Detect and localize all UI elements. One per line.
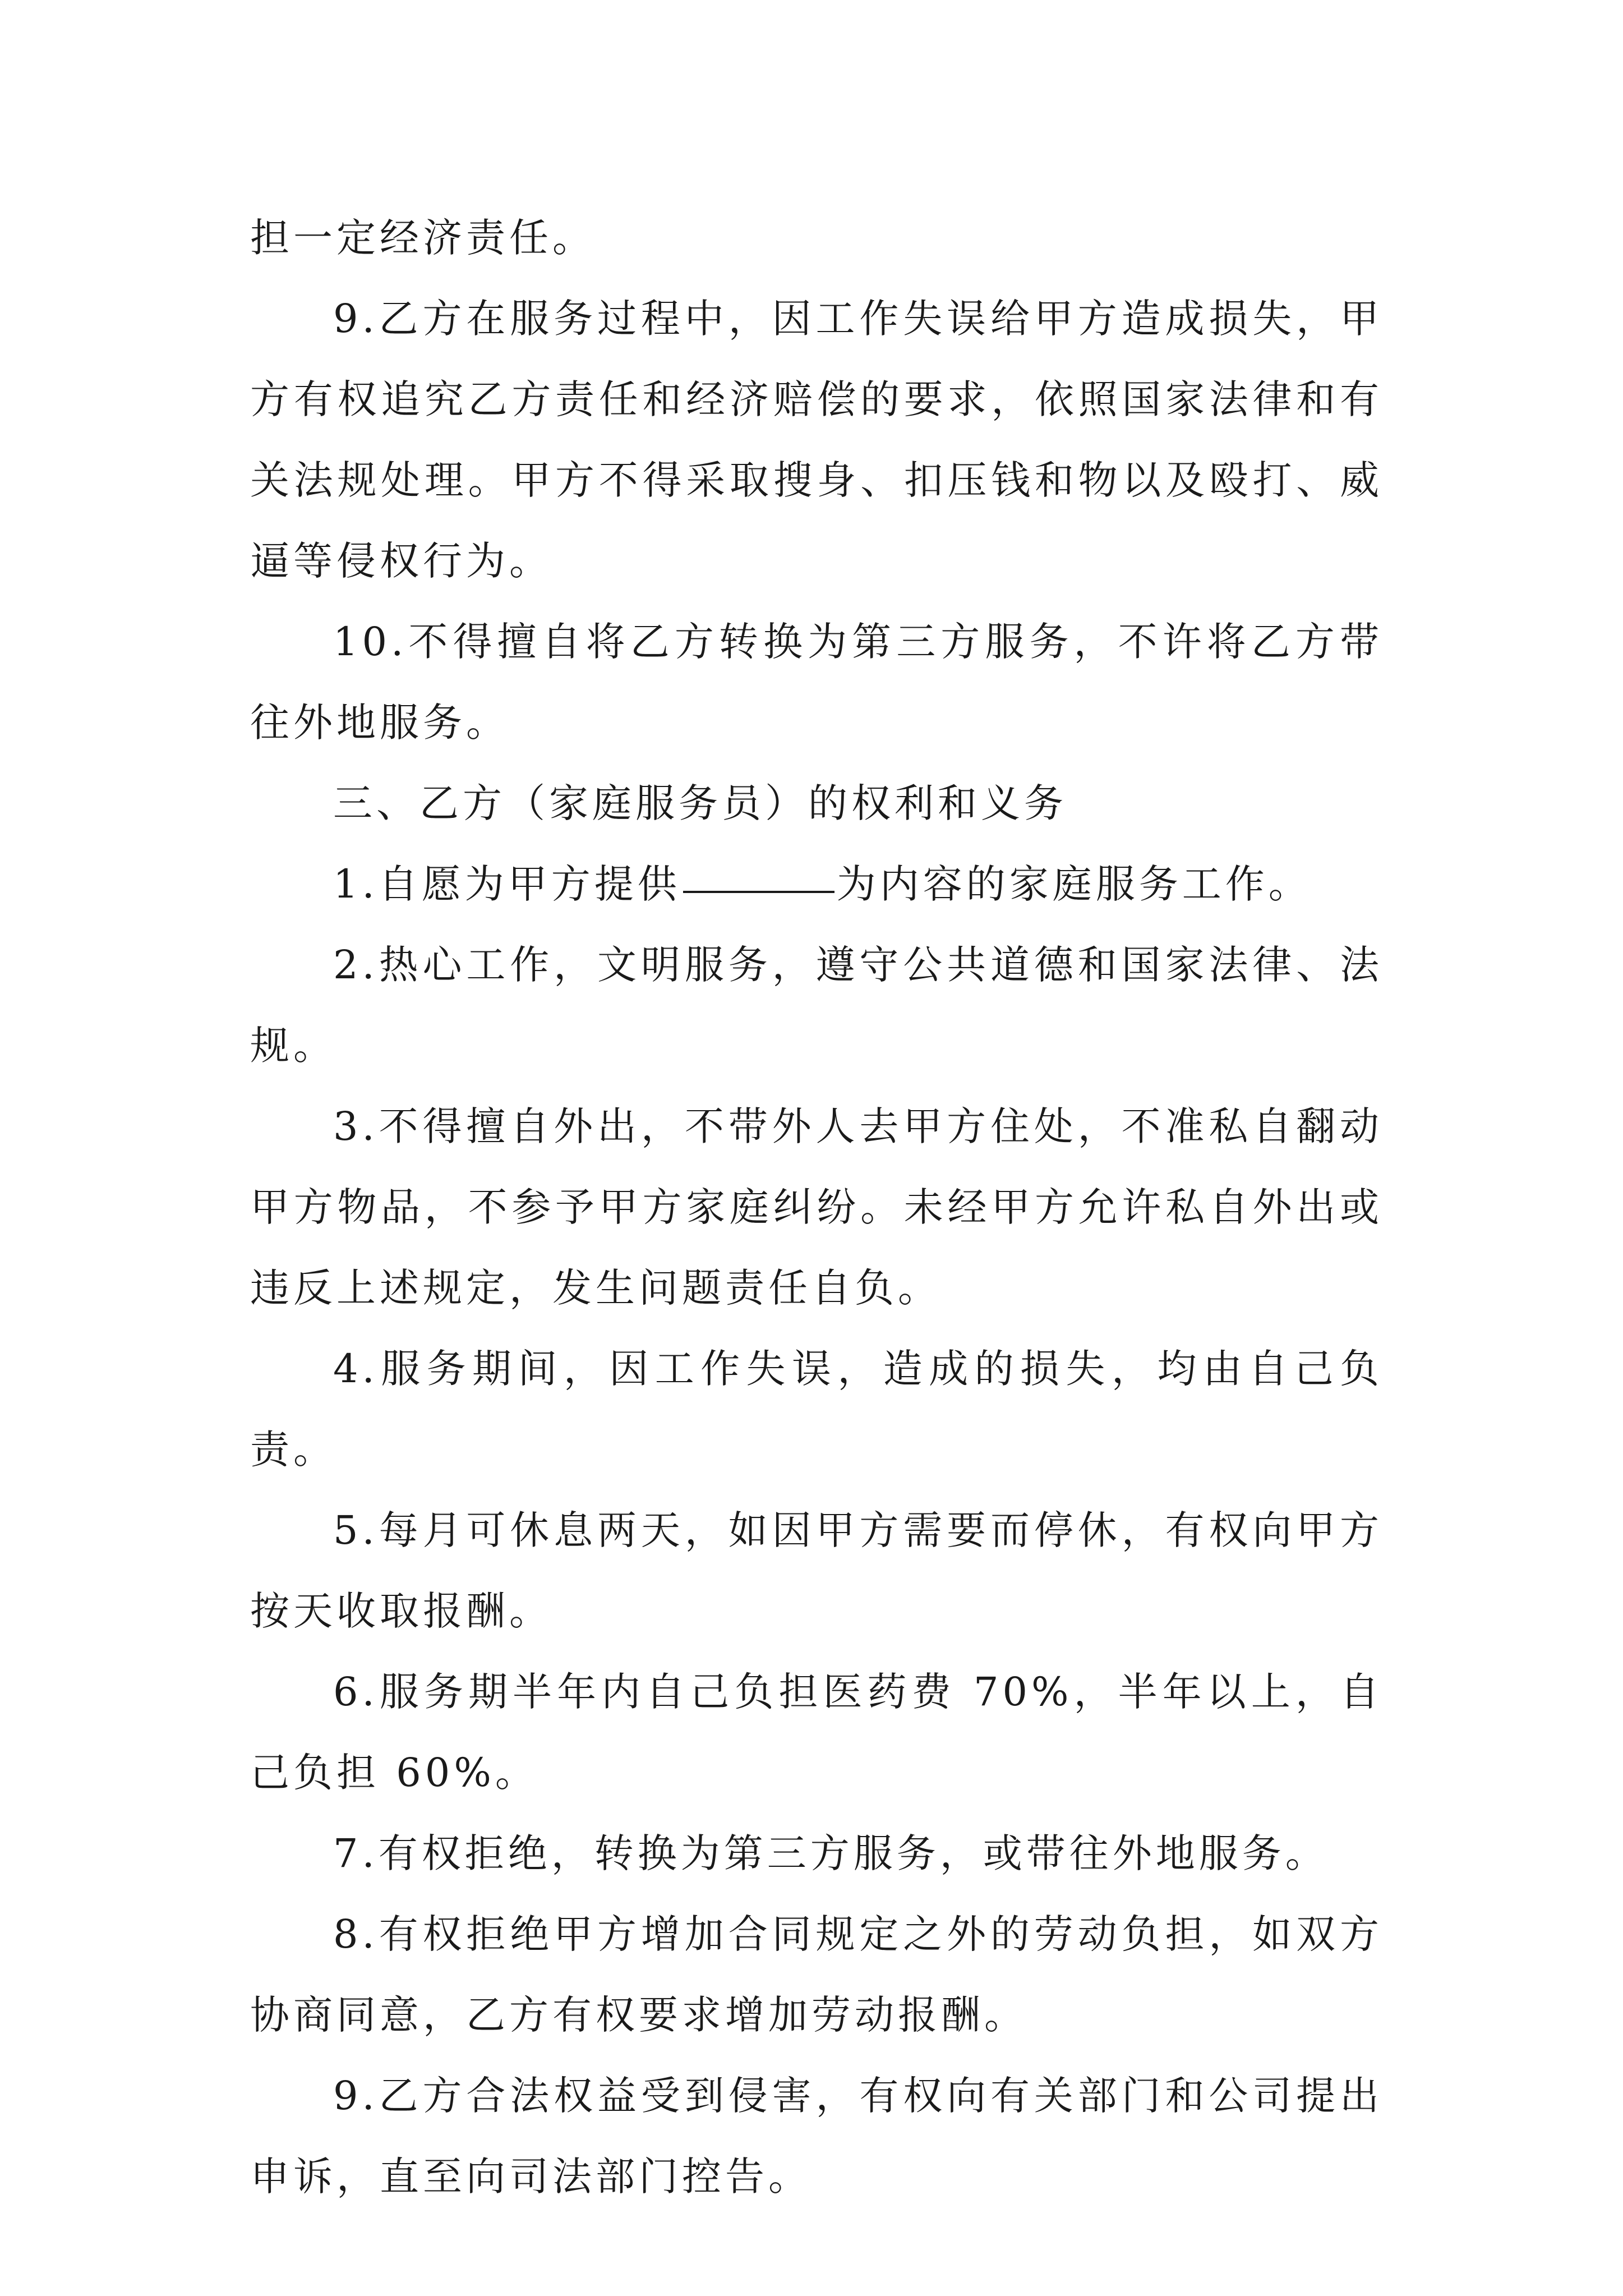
- clause-3-7: 7.有权拒绝，转换为第三方服务，或带往外地服务。: [333, 1830, 1329, 1876]
- clause-3-8: 8.有权拒绝甲方增加合同规定之外的劳动负担，如双方协商同意，乙方有权要求增加劳动报酬。: [250, 1911, 1383, 2038]
- document-body: [250, 197, 1383, 2217]
- clause-3-1: [250, 844, 1383, 924]
- paragraph-continuation: 担一定经济责任。: [250, 215, 596, 261]
- section-heading-3: 三、乙方（家庭服务员）的权利和义务: [333, 780, 1067, 826]
- clause-2-9: 9.乙方在服务过程中，因工作失误给甲方造成损失，甲方有权追究乙方责任和经济赔偿的要求，依照国家法律和有关法规处理。甲方不得采取搜身、扣压钱和物以及殴打、威逼等侵权行为。: [250, 296, 1383, 584]
- clause-3-4: 4.服务期间，因工作失误，造成的损失，均由自己负责。: [250, 1346, 1383, 1473]
- fill-in-blank[interactable]: [683, 890, 834, 893]
- clause-3-1-after: 为内容的家庭服务工作。: [836, 861, 1312, 907]
- clause-3-6: 6.服务期半年内自己负担医药费 70%，半年以上，自己负担 60%。: [250, 1669, 1383, 1796]
- clause-3-5: 5.每月可休息两天，如因甲方需要而停休，有权向甲方按天收取报酬。: [250, 1507, 1383, 1634]
- clause-3-1-before: 1.自愿为甲方提供: [333, 861, 681, 907]
- clause-3-9: 9.乙方合法权益受到侵害，有权向有关部门和公司提出申诉，直至向司法部门控告。: [250, 2073, 1383, 2200]
- clause-2-10: 10.不得擅自将乙方转换为第三方服务，不许将乙方带往外地服务。: [250, 619, 1383, 746]
- clause-3-2: 2.热心工作，文明服务，遵守公共道德和国家法律、法规。: [250, 942, 1383, 1069]
- clause-3-3: 3.不得擅自外出，不带外人去甲方住处，不准私自翻动甲方物品，不参予甲方家庭纠纷。未经甲方允许私自外出或违反上述规定，发生问题责任自负。: [250, 1103, 1383, 1311]
